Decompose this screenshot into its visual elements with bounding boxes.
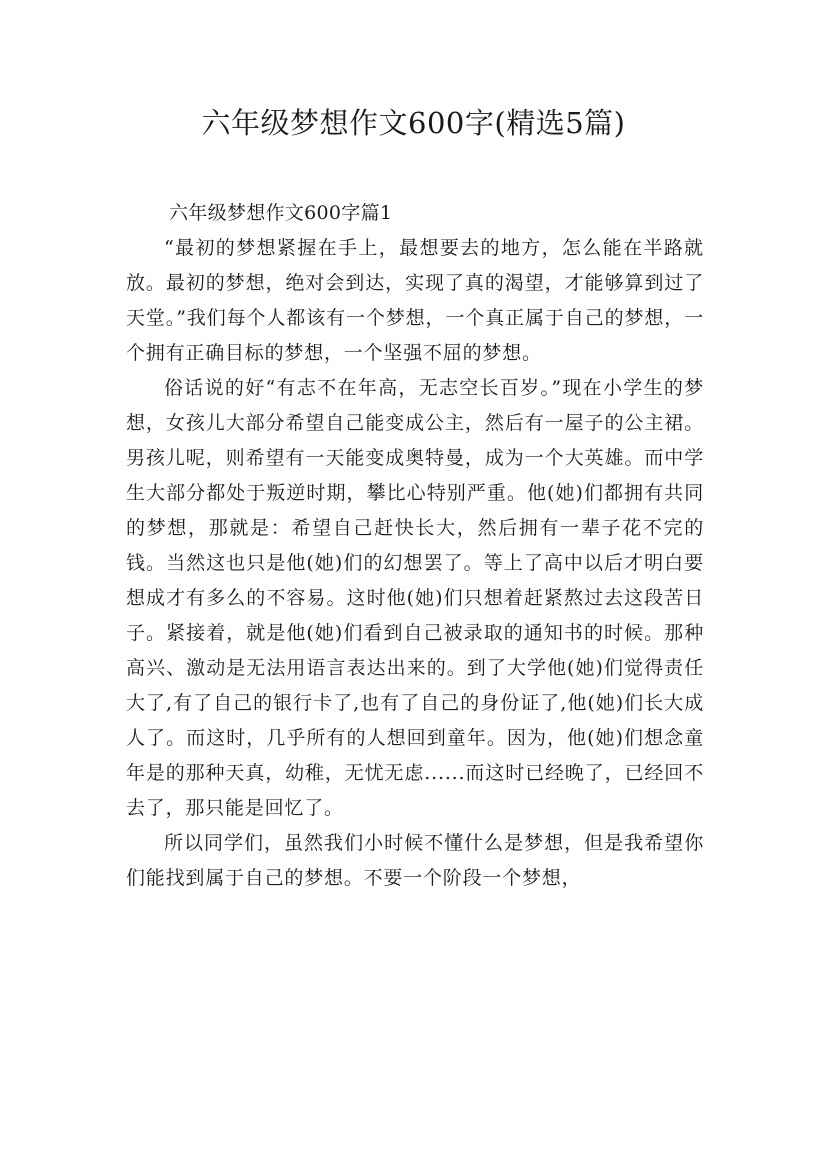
document-body [126,196,704,896]
document-title: 六年级梦想作文600字(精选5篇) [201,106,626,140]
paragraph-3: 所以同学们，虽然我们小时候不懂什么是梦想，但是我希望你们能找到属于自己的梦想。不要一个阶段一个梦想， [126,832,704,889]
paragraph-2: 俗话说的好“有志不在年高，无志空长百岁。”现在小学生的梦想，女孩儿大部分希望自己能变成公主，然后有一屋子的公主裙。男孩儿呢，则希望有一天能变成奥特曼，成为一个大英雄。而中学生大部分都处于叛逆时期，攀比心特别严重。他(她)们都拥有共同的梦想，那就是：希望自己赶快长大，然后拥有一辈子花不完的钱。当然这也只是他(她)们的幻想罢了。等上了高中以后才明白要想成才有多么的不容易。这时他(她)们只想着赶紧熬过去这段苦日子。紧接着，就是他(她)们看到自己被录取的通知书的时候。那种高兴、激动是无法用语言表达出来的。到了大学他(她)们觉得责任大了,有了自己的银行卡了,也有了自己的身份证了,他(她)们长大成人了。而这时，几乎所有的人想回到童年。因为，他(她)们想念童年是的那种天真，幼稚，无忧无虑......而这时已经晚了，已经回不去了，那只能是回忆了。 [126,377,704,819]
paragraph-1: “最初的梦想紧握在手上，最想要去的地方，怎么能在半路就放。最初的梦想，绝对会到达，实现了真的渴望，才能够算到过了天堂。”我们每个人都该有一个梦想，一个真正属于自己的梦想，一个拥有正确目标的梦想，一个坚强不屈的梦想。 [126,237,704,364]
section-heading: 六年级梦想作文600字篇1 [169,202,393,224]
